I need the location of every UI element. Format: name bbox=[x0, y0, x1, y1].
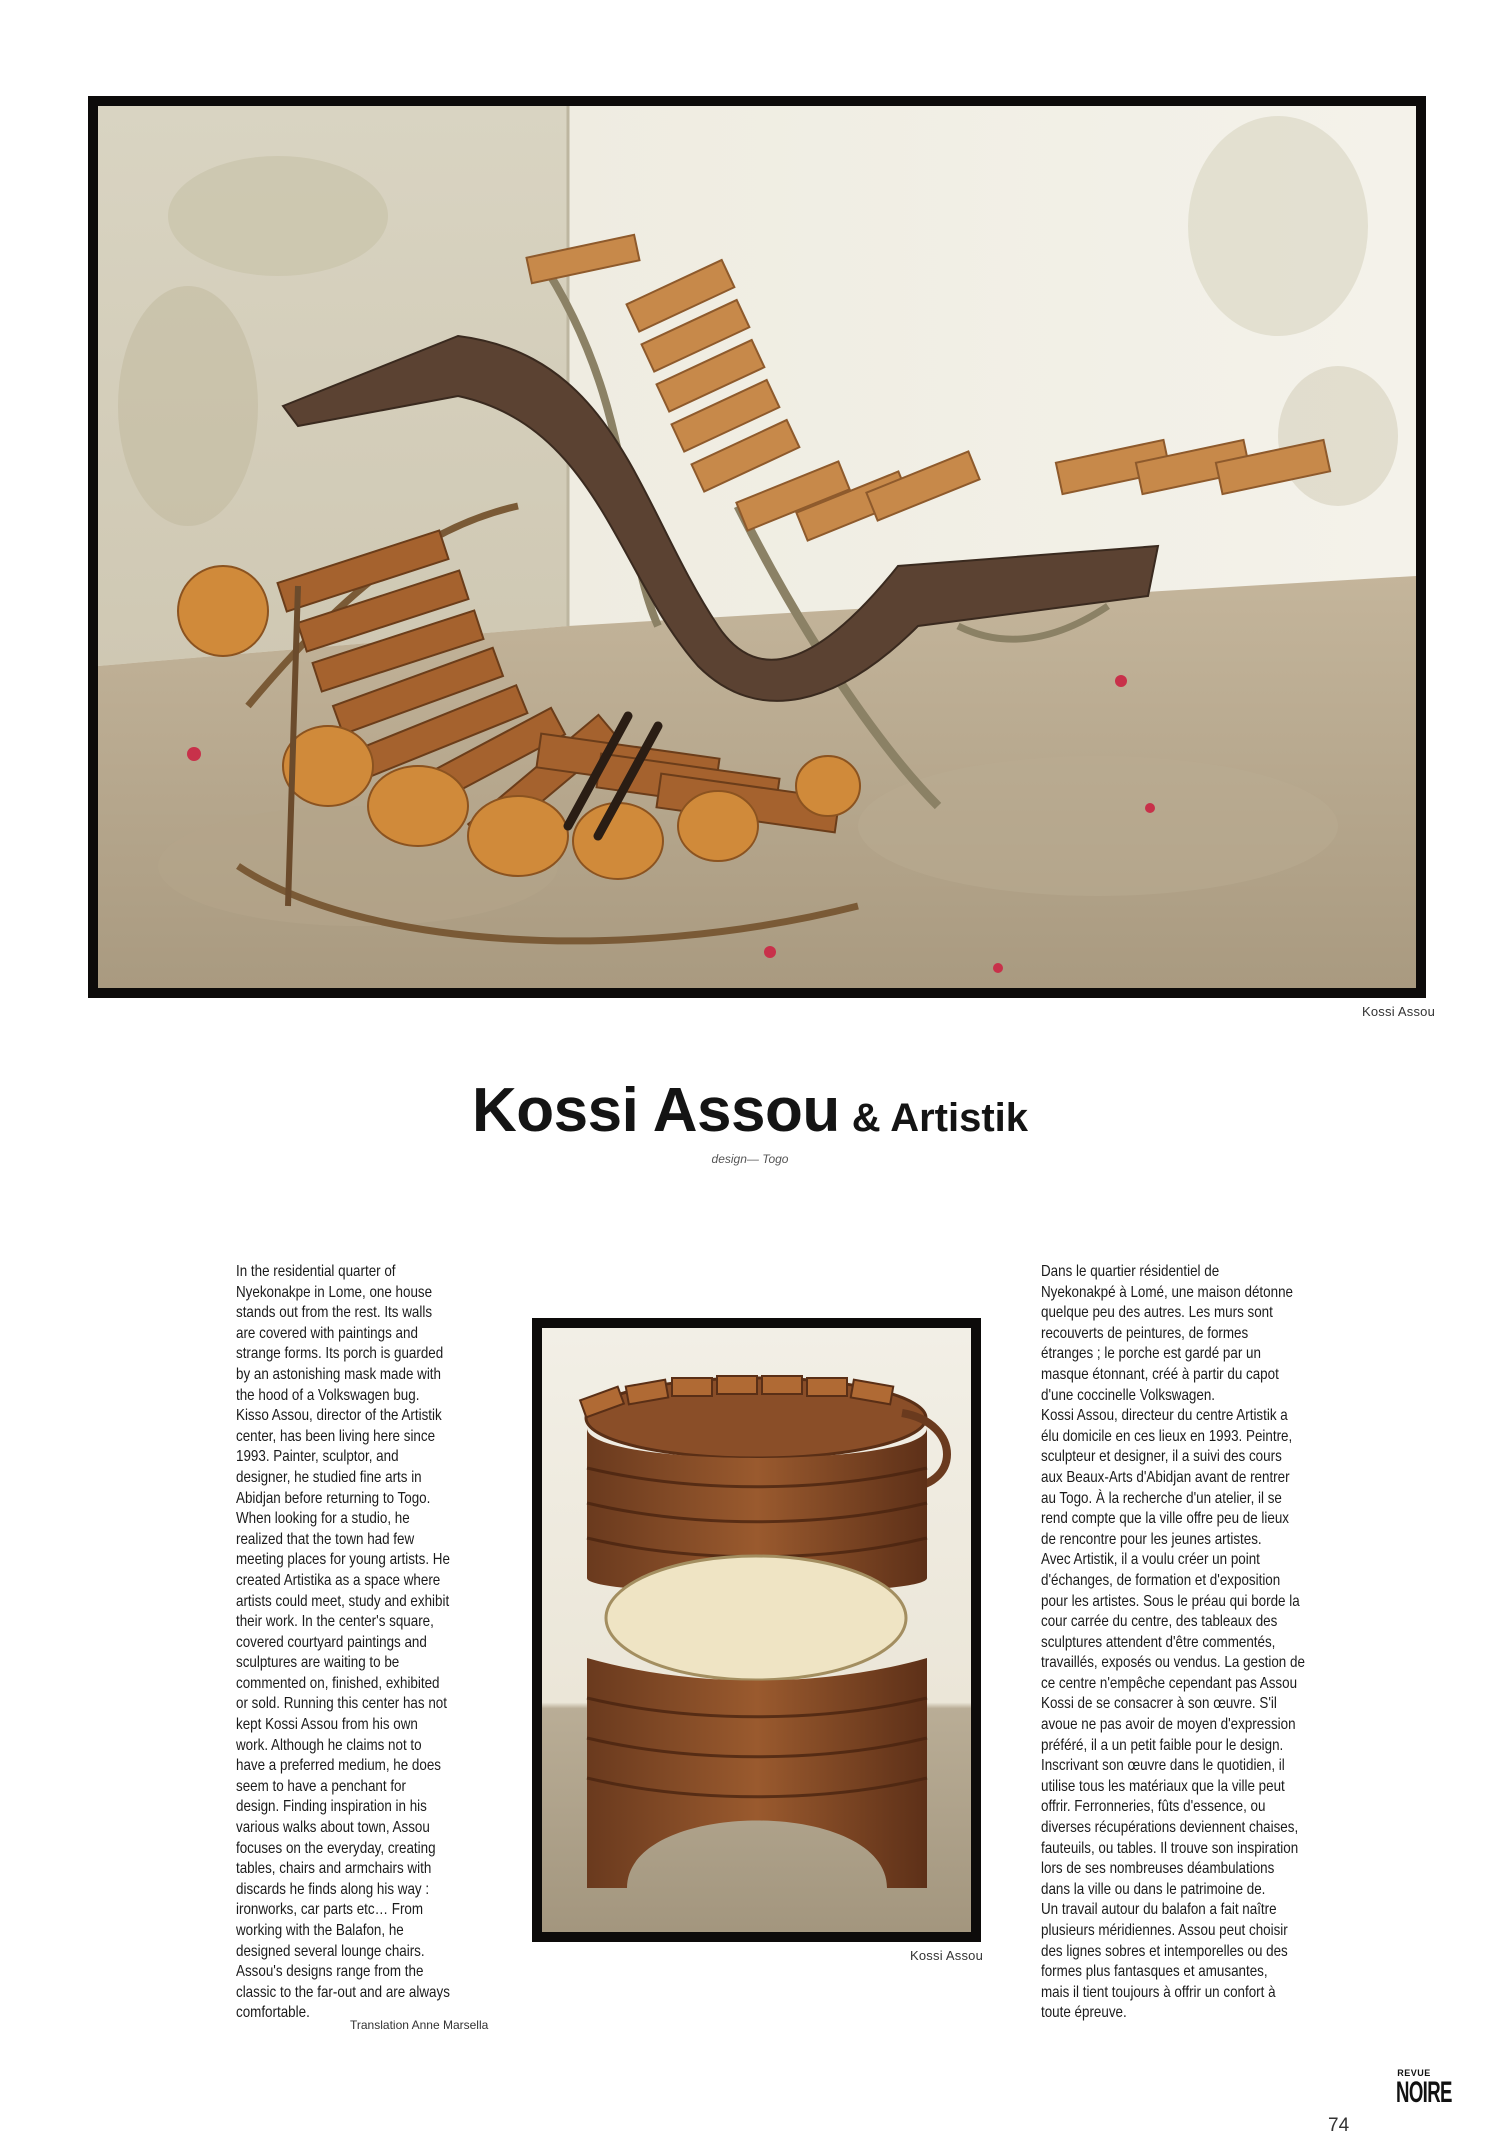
french-line: fauteuils, ou tables. Il trouve son inspiration bbox=[1041, 1839, 1299, 1857]
french-line: Kossi de se consacrer à son œuvre. S'il bbox=[1041, 1695, 1277, 1713]
lounge-chairs-photo bbox=[98, 106, 1416, 988]
french-line: diverses récupérations deviennent chaises, bbox=[1041, 1819, 1299, 1837]
french-line: offrir. Ferronneries, fûts d'essence, ou bbox=[1041, 1798, 1266, 1816]
article-title bbox=[0, 1075, 1500, 1146]
middle-photo-frame bbox=[532, 1318, 981, 1942]
lounge-chairs-illustration bbox=[98, 106, 1416, 988]
english-column bbox=[236, 1262, 451, 2024]
french-line: étranges ; le porche est gardé par un bbox=[1041, 1345, 1261, 1363]
french-line: quelque peu des autres. Les murs sont bbox=[1041, 1304, 1273, 1322]
top-photo-credit: Kossi Assou bbox=[1362, 1004, 1436, 1019]
top-photo-frame bbox=[88, 96, 1426, 998]
french-line: mais il tient toujours à offrir un confort à bbox=[1041, 1983, 1276, 2001]
middle-photo-credit: Kossi Assou bbox=[910, 1948, 984, 1963]
title-main: Kossi Assou bbox=[471, 1076, 840, 1145]
french-line: lors de ses nombreuses déambulations bbox=[1041, 1860, 1275, 1878]
french-line: sculpteur et designer, il a suivi des cours bbox=[1041, 1448, 1282, 1466]
french-line: travaillés, exposés ou vendus. La gestion de bbox=[1041, 1654, 1305, 1672]
french-line: de rencontre pour les jeunes artistes. bbox=[1041, 1530, 1262, 1548]
french-line: sculptures attendent d'être commentés, bbox=[1041, 1633, 1276, 1651]
logo-revue: REVUE bbox=[1397, 2068, 1431, 2078]
french-line: recouverts de peintures, de formes bbox=[1041, 1324, 1249, 1342]
french-line: aux Beaux-Arts d'Abidjan avant de rentrer bbox=[1041, 1468, 1290, 1486]
french-column bbox=[1041, 1262, 1305, 2024]
logo-noire: NOIRE bbox=[1396, 2076, 1452, 2109]
french-line: Kossi Assou, directeur du centre Artistik a bbox=[1041, 1407, 1288, 1425]
french-line: cour carrée du centre, des tableaux des bbox=[1041, 1613, 1278, 1631]
french-line: Avec Artistik, il a voulu créer un point bbox=[1041, 1551, 1260, 1569]
french-line: Dans le quartier résidentiel de bbox=[1041, 1263, 1220, 1280]
page-number: 74 bbox=[1328, 2115, 1350, 2136]
french-line: élu domicile en ces lieux en 1993. Peintre, bbox=[1041, 1427, 1293, 1445]
french-line: préféré, il a un petit faible pour le design. bbox=[1041, 1736, 1284, 1754]
french-line: utilise tous les matériaux que la ville peut bbox=[1041, 1777, 1285, 1795]
barrel-chair-photo bbox=[542, 1328, 971, 1932]
revue-noire-logo bbox=[1385, 2068, 1452, 2109]
french-line: ce centre n'empêche cependant pas Assou bbox=[1041, 1674, 1298, 1692]
french-line: des lignes sobres et intemporelles ou des bbox=[1041, 1942, 1288, 1960]
french-line: d'une coccinelle Volkswagen. bbox=[1041, 1386, 1216, 1404]
french-line: au Togo. À la recherche d'un atelier, il se bbox=[1041, 1489, 1282, 1507]
title-secondary: & Artistik bbox=[851, 1096, 1029, 1140]
french-line: toute épreuve. bbox=[1041, 2004, 1127, 2022]
french-line: avoue ne pas avoir de moyen d'expression bbox=[1041, 1716, 1296, 1734]
french-line: Nyekonakpé à Lomé, une maison détonne bbox=[1041, 1283, 1293, 1301]
french-line: formes plus fantasques et amusantes, bbox=[1041, 1963, 1268, 1981]
french-line: dans la ville ou dans le patrimoine de. bbox=[1041, 1880, 1266, 1898]
french-line: masque étonnant, créé à partir du capot bbox=[1041, 1365, 1279, 1383]
french-line: Un travail autour du balafon a fait naître bbox=[1041, 1901, 1277, 1919]
english-body: In the residential quarter of Nyekonakpe in Lome, one house stands out from the rest. Its walls are covered with paintings and strange forms. Its porch is guarded by an astonishing mask made with the hood of a Volkswagen bug. Kisso Assou, director of the Artistik center, has been living here since 1993. Painter, sculptor, and designer, he studied fine arts in Abidjan before returning to Togo. When looking for a studio, he realized that the town had few meeting places for young artists. He created Artistika as a space where artists could meet, study and exhibit their work. In the center's square, covered courtyard paintings and sculptures are waiting to be commented on, finished, exhibited or sold. Running this center has not kept Kossi Assou from his own work. Although he claims not to have a preferred medium, he does seem to have a penchant for design. Finding inspiration in his various walks about town, Assou focuses on the everyday, creating tables, chairs and armchairs with discards he finds along his way : ironworks, car parts etc… From working with the Balafon, he designed several lounge chairs. Assou's designs range from the classic to the far-out and are always comfortable. bbox=[236, 1263, 450, 2022]
french-line: pour les artistes. Sous le préau qui borde la bbox=[1041, 1592, 1300, 1610]
french-line: d'échanges, de formation et d'exposition bbox=[1041, 1571, 1281, 1589]
translation-credit: Translation Anne Marsella bbox=[350, 2018, 489, 2032]
french-line: rend compte que la ville offre peu de lieux bbox=[1041, 1510, 1290, 1528]
barrel-chair-illustration bbox=[542, 1328, 971, 1932]
article-subtitle: design— Togo bbox=[711, 1152, 789, 1166]
french-line: Inscrivant son œuvre dans le quotidien, il bbox=[1041, 1757, 1285, 1775]
french-line: plusieurs méridiennes. Assou peut choisir bbox=[1041, 1922, 1288, 1939]
